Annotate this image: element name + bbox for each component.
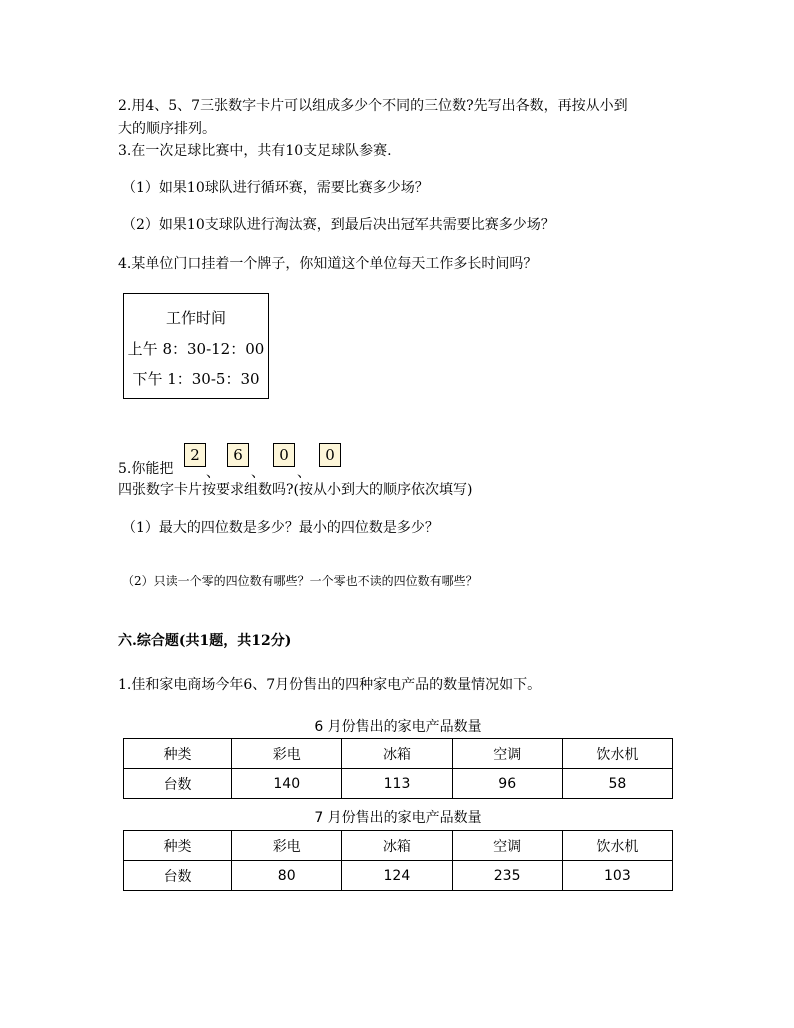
sign-afternoon: 下午 1：30-5：30 [132, 370, 260, 388]
table-cell: 彩电 [232, 831, 342, 861]
card-separator: 、 [297, 465, 311, 481]
table2-caption: 7 月份售出的家电产品数量 [314, 810, 482, 826]
table-header-row [124, 739, 673, 769]
table-row [124, 861, 673, 891]
table-cell: 113 [342, 769, 452, 799]
table-cell: 饮水机 [562, 739, 672, 769]
q3-sub2: （2）如果10支球队进行淘汰赛，到最后决出冠军共需要比赛多少场？ [122, 217, 555, 233]
table-header-row [124, 831, 673, 861]
section6-q1: 1.佳和家电商场今年6、7月份售出的四种家电产品的数量情况如下。 [118, 677, 542, 693]
digit-card: 0 [273, 443, 295, 467]
table-row [124, 769, 673, 799]
table-cell: 种类 [124, 739, 232, 769]
table-cell: 台数 [124, 861, 232, 891]
table-cell: 58 [562, 769, 672, 799]
july-sales-table [123, 830, 673, 891]
sign-title: 工作时间 [165, 309, 226, 327]
table-cell: 80 [232, 861, 342, 891]
table-cell: 彩电 [232, 739, 342, 769]
digit-card: 0 [319, 443, 341, 467]
q2-line1: 2.用4、5、7三张数字卡片可以组成多少个不同的三位数?先写出各数，再按从小到 [118, 98, 628, 114]
table-cell: 饮水机 [562, 831, 672, 861]
table-cell: 冰箱 [342, 831, 452, 861]
table-cell: 96 [452, 769, 562, 799]
table-cell: 140 [232, 769, 342, 799]
q4-stem: 4.某单位门口挂着一个牌子，你知道这个单位每天工作多长时间吗？ [118, 256, 538, 272]
digit-card: 6 [227, 443, 249, 467]
q5-line2: 四张数字卡片按要求组数吗?(按从小到大的顺序依次填写) [118, 482, 473, 498]
q2-line2: 大的顺序排列。 [118, 121, 216, 137]
table-cell: 235 [452, 861, 562, 891]
work-hours-sign [123, 293, 269, 399]
table-cell: 124 [342, 861, 452, 891]
table-cell: 空调 [452, 831, 562, 861]
table-cell: 冰箱 [342, 739, 452, 769]
table-cell: 103 [562, 861, 672, 891]
june-sales-table [123, 738, 673, 799]
sign-morning: 上午 8：30-12：00 [127, 340, 265, 358]
table-cell: 台数 [124, 769, 232, 799]
table-cell: 空调 [452, 739, 562, 769]
q5-prefix: 5.你能把 [118, 461, 174, 477]
q3-sub1: （1）如果10球队进行循环赛，需要比赛多少场？ [122, 180, 429, 196]
table-cell: 种类 [124, 831, 232, 861]
q5-sub2: （2）只读一个零的四位数有哪些？一个零也不读的四位数有哪些？ [122, 574, 478, 588]
card-separator: 、 [206, 465, 220, 481]
q5-sub1: （1）最大的四位数是多少？最小的四位数是多少？ [122, 520, 439, 536]
card-separator: 、 [251, 465, 265, 481]
section-heading: 六.综合题(共1题，共12分) [118, 633, 292, 649]
digit-card: 2 [184, 443, 206, 467]
q3-stem: 3.在一次足球比赛中，共有10支足球队参赛. [118, 143, 392, 159]
table1-caption: 6 月份售出的家电产品数量 [314, 719, 482, 735]
